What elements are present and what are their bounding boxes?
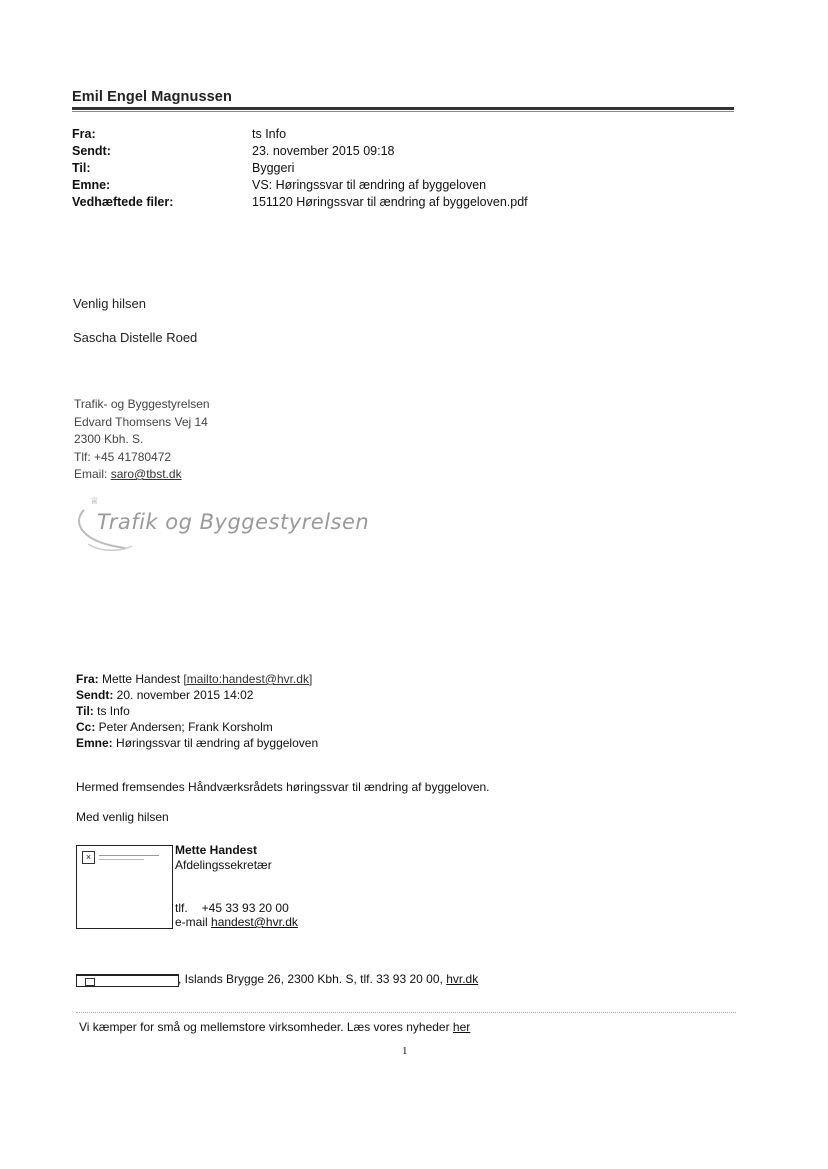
fwd-to-value: ts Info xyxy=(93,704,130,718)
header-label: Fra: xyxy=(72,127,96,141)
fwd-cc-label: Cc: xyxy=(76,720,96,734)
email-label: Email: xyxy=(74,467,111,481)
sender-sig-email-row xyxy=(175,915,298,929)
sender-sig-phone-label: tlf. xyxy=(175,901,188,915)
fwd-to-row xyxy=(76,703,318,719)
signature-email-link[interactable]: saro@tbst.dk xyxy=(110,467,182,481)
footer-address-row xyxy=(178,972,478,986)
signature-greeting: Venlig hilsen xyxy=(73,296,146,311)
header-row-sent xyxy=(72,144,752,161)
sender-sig-email-label: e-mail xyxy=(175,915,208,929)
body-line: Hermed fremsendes Håndværksrådets høringssvar til ændring af byggeloven. xyxy=(76,780,490,794)
footer-logo-placeholder xyxy=(76,974,179,987)
fwd-from-row xyxy=(76,671,318,687)
sender-name: Emil Engel Magnussen xyxy=(72,89,232,105)
footer-tagline-row xyxy=(79,1020,470,1034)
sender-sig-name: Mette Handest xyxy=(175,843,258,857)
sender-sig-phone-row xyxy=(175,901,289,915)
fwd-subject-value: Høringssvar til ændring af byggeloven xyxy=(112,736,319,750)
sender-sig-title: Afdelingssekretær xyxy=(175,858,272,872)
header-row-attachments xyxy=(72,195,752,212)
signature-address xyxy=(74,396,210,484)
placeholder-line xyxy=(99,855,159,856)
forwarded-header xyxy=(76,671,318,751)
signature-name: Sascha Distelle Roed xyxy=(73,330,198,345)
org-logo xyxy=(70,492,390,558)
footer-website-link[interactable]: hvr.dk xyxy=(446,972,479,986)
header-divider xyxy=(72,107,734,110)
footer-divider xyxy=(76,1012,736,1013)
header-label: Sendt: xyxy=(72,144,111,158)
footer-news-link[interactable]: her xyxy=(452,1020,471,1034)
placeholder-line xyxy=(99,859,144,860)
body-greeting: Med venlig hilsen xyxy=(76,810,169,824)
fwd-to-label: Til: xyxy=(76,704,94,718)
header-value: 23. november 2015 09:18 xyxy=(252,144,395,158)
header-label: Til: xyxy=(72,161,91,175)
footer-address: , Islands Brygge 26, 2300 Kbh. S, tlf. 33 93 20 00, xyxy=(178,972,447,986)
fwd-cc-row xyxy=(76,719,318,735)
fwd-from-label: Fra: xyxy=(76,672,99,686)
sender-sig-phone-value: +45 33 93 20 00 xyxy=(201,901,289,915)
page-number: 1 xyxy=(402,1045,408,1057)
sender-sig-email-link[interactable]: handest@hvr.dk xyxy=(211,915,298,929)
svg-text:♕: ♕ xyxy=(90,496,99,507)
header-value: ts Info xyxy=(252,127,287,141)
fwd-from-mailto-link[interactable]: [mailto:handest@hvr.dk] xyxy=(183,672,313,686)
broken-image-icon xyxy=(85,978,95,986)
signature-image-placeholder xyxy=(76,845,173,929)
header-divider-thin xyxy=(72,111,734,112)
fwd-subject-label: Emne: xyxy=(76,736,113,750)
header-value: VS: Høringssvar til ændring af byggeloven xyxy=(252,178,487,192)
header-label: Emne: xyxy=(72,178,111,192)
fwd-sent-label: Sendt: xyxy=(76,688,114,702)
header-row-to xyxy=(72,161,752,178)
attachment-link[interactable]: 151120 Høringssvar til ændring af byggeloven.pdf xyxy=(252,195,528,209)
signature-street: Edvard Thomsens Vej 14 xyxy=(74,414,208,429)
header-row-subject xyxy=(72,178,752,195)
footer-tagline: Vi kæmper for små og mellemstore virksomheder. Læs vores nyheder xyxy=(79,1020,453,1034)
header-label: Vedhæftede filer: xyxy=(72,195,174,209)
header-value: Byggeri xyxy=(252,161,295,175)
fwd-subject-row xyxy=(76,735,318,751)
header-row-from xyxy=(72,127,752,144)
broken-image-icon: × xyxy=(82,851,95,864)
fwd-from-value: Mette Handest xyxy=(98,672,184,686)
signature-org: Trafik- og Byggestyrelsen xyxy=(74,397,210,411)
logo-wordmark: Trafik og Byggestyrelsen xyxy=(97,510,370,534)
signature-phone: Tlf: +45 41780472 xyxy=(74,449,172,464)
fwd-sent-row xyxy=(76,687,318,703)
signature-email-row xyxy=(74,466,210,484)
signature-city: 2300 Kbh. S. xyxy=(74,432,144,446)
fwd-cc-value: Peter Andersen; Frank Korsholm xyxy=(95,720,273,734)
fwd-sent-value: 20. november 2015 14:02 xyxy=(113,688,254,702)
